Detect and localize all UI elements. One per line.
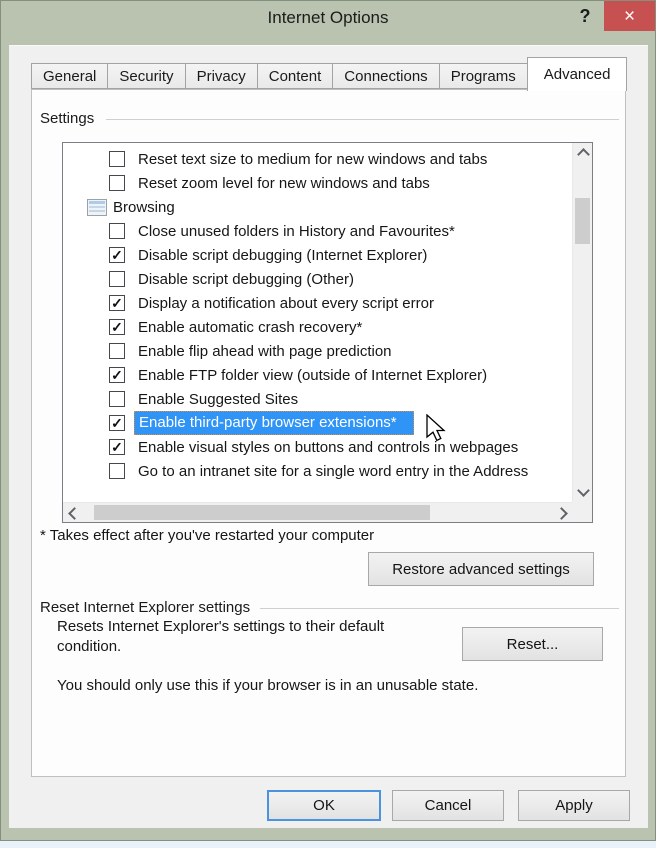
settings-row[interactable]: [63, 219, 572, 243]
setting-label: Enable flip ahead with page prediction: [138, 342, 392, 360]
vertical-scrollbar[interactable]: [572, 143, 592, 502]
reset-group-label: Reset Internet Explorer settings: [40, 599, 251, 616]
settings-group-line: [106, 119, 619, 120]
tab-security[interactable]: Security: [107, 63, 185, 89]
setting-checkbox[interactable]: ✓: [109, 247, 125, 263]
reset-group-line: [260, 608, 619, 609]
setting-checkbox[interactable]: [109, 175, 125, 191]
advanced-tab-page: [31, 89, 626, 777]
ok-button[interactable]: OK: [267, 790, 381, 821]
settings-group-label: Settings: [40, 110, 95, 127]
tab-general[interactable]: General: [31, 63, 108, 89]
setting-label: Display a notification about every script error: [138, 294, 434, 312]
title-bar[interactable]: [1, 1, 655, 45]
setting-label: Disable script debugging (Internet Explorer): [138, 246, 428, 264]
horizontal-scrollbar[interactable]: [63, 502, 572, 522]
setting-label: Browsing: [113, 198, 175, 216]
tab-content[interactable]: Content: [257, 63, 334, 89]
settings-row[interactable]: [63, 171, 572, 195]
setting-checkbox[interactable]: [109, 343, 125, 359]
scroll-right-button[interactable]: [554, 503, 572, 523]
cancel-button[interactable]: Cancel: [392, 790, 504, 821]
settings-row[interactable]: [63, 411, 572, 435]
setting-checkbox[interactable]: [109, 223, 125, 239]
vertical-scrollbar-thumb[interactable]: [575, 198, 590, 244]
settings-row[interactable]: [63, 315, 572, 339]
apply-button[interactable]: Apply: [518, 790, 630, 821]
settings-row[interactable]: [63, 339, 572, 363]
chevron-left-icon: [68, 507, 81, 520]
setting-checkbox[interactable]: ✓: [109, 415, 125, 431]
settings-row[interactable]: [63, 459, 572, 483]
settings-row[interactable]: [63, 243, 572, 267]
setting-label: Enable Suggested Sites: [138, 390, 299, 408]
question-mark-icon: ?: [579, 5, 591, 26]
scroll-left-button[interactable]: [63, 503, 81, 523]
scrollbar-corner: [572, 502, 592, 522]
reset-button[interactable]: Reset...: [462, 627, 603, 661]
tab-strip: [31, 60, 626, 89]
scroll-down-button[interactable]: [573, 484, 593, 502]
setting-checkbox[interactable]: [109, 151, 125, 167]
close-button[interactable]: [604, 1, 655, 31]
settings-row[interactable]: [63, 435, 572, 459]
setting-label: Enable third-party browser extensions*: [134, 411, 414, 435]
setting-label: Enable FTP folder view (outside of Internet Explorer): [138, 366, 488, 384]
tab-connections[interactable]: Connections: [332, 63, 439, 89]
setting-label: Reset zoom level for new windows and tabs: [138, 174, 430, 192]
setting-checkbox[interactable]: ✓: [109, 295, 125, 311]
settings-row[interactable]: [63, 387, 572, 411]
reset-description-line2: condition.: [57, 638, 122, 655]
chevron-right-icon: [555, 507, 568, 520]
setting-label: Close unused folders in History and Favourites*: [138, 222, 455, 240]
setting-label: Enable automatic crash recovery*: [138, 318, 363, 336]
scroll-up-button[interactable]: [573, 143, 593, 161]
restart-footnote: * Takes effect after you've restarted your computer: [40, 527, 375, 544]
reset-warning: You should only use this if your browser is in an unusable state.: [57, 677, 479, 694]
settings-row[interactable]: [63, 363, 572, 387]
setting-checkbox[interactable]: [109, 463, 125, 479]
setting-label: Reset text size to medium for new windows and tabs: [138, 150, 488, 168]
tab-programs[interactable]: Programs: [439, 63, 528, 89]
tab-privacy[interactable]: Privacy: [185, 63, 258, 89]
dialog-client-area: [9, 45, 648, 828]
settings-row[interactable]: [63, 147, 572, 171]
mouse-cursor-icon: [426, 414, 450, 444]
setting-label: Disable script debugging (Other): [138, 270, 354, 288]
help-button[interactable]: [571, 1, 599, 31]
browser-window-icon: [87, 199, 107, 216]
chevron-down-icon: [577, 484, 590, 497]
setting-checkbox[interactable]: ✓: [109, 367, 125, 383]
tab-advanced[interactable]: Advanced: [527, 57, 628, 91]
settings-row[interactable]: [63, 267, 572, 291]
setting-label: Go to an intranet site for a single word entry in the Address: [138, 462, 529, 480]
window-title: Internet Options: [267, 8, 389, 27]
settings-listbox[interactable]: [62, 142, 593, 523]
settings-row[interactable]: [63, 195, 572, 219]
tab-control: [31, 60, 626, 777]
setting-checkbox[interactable]: ✓: [109, 319, 125, 335]
reset-description-line1: Resets Internet Explorer's settings to their default: [57, 618, 385, 635]
settings-row[interactable]: [63, 291, 572, 315]
setting-label: Enable visual styles on buttons and controls in webpages: [138, 438, 519, 456]
setting-checkbox[interactable]: ✓: [109, 439, 125, 455]
settings-list-rows: [63, 143, 572, 502]
setting-checkbox[interactable]: [109, 271, 125, 287]
horizontal-scrollbar-thumb[interactable]: [94, 505, 430, 520]
setting-checkbox[interactable]: [109, 391, 125, 407]
restore-advanced-settings-button[interactable]: Restore advanced settings: [368, 552, 594, 586]
chevron-up-icon: [577, 148, 590, 161]
close-icon: ×: [623, 5, 636, 27]
